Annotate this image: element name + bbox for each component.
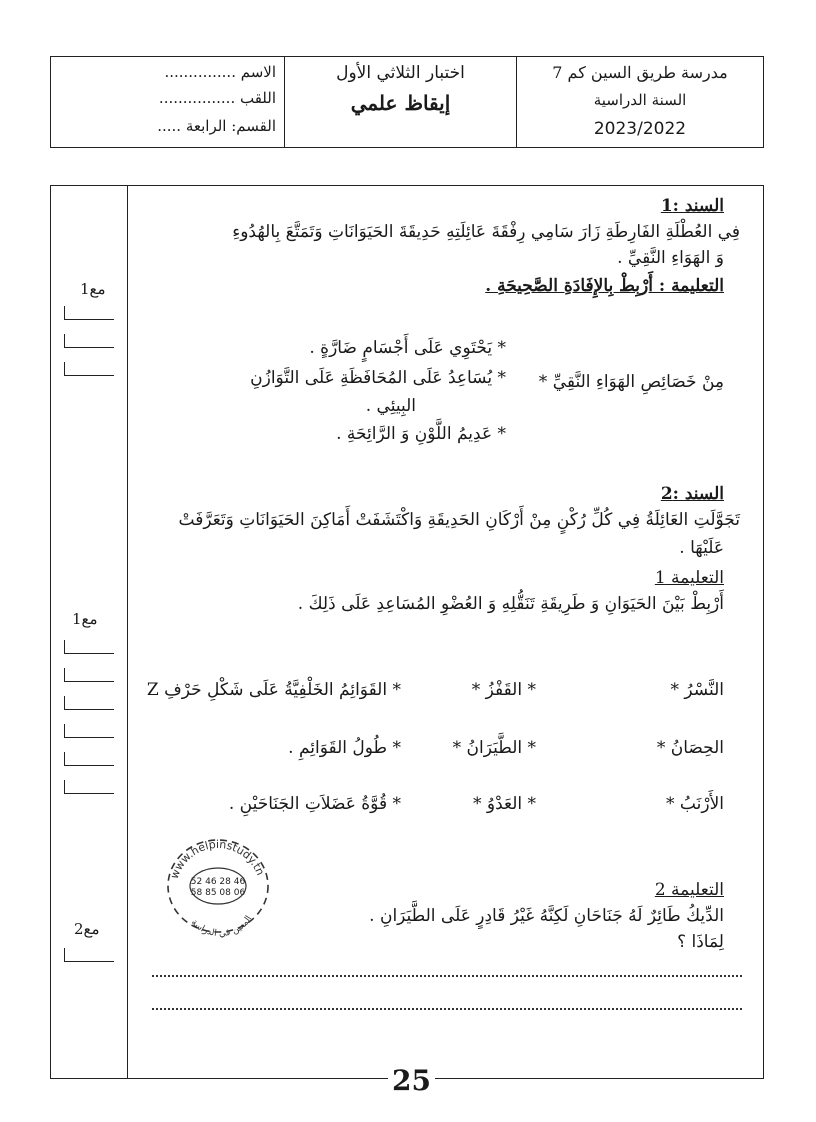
score-column-divider — [127, 185, 128, 1079]
section1-score-label: مع1 — [80, 280, 106, 298]
score-box[interactable] — [64, 752, 114, 766]
exam-title-cell — [285, 57, 517, 147]
score-box[interactable] — [64, 948, 114, 962]
organ-item: * القَوَائِمُ الخَلْفِيَّةُ عَلَى شَكْلِ حَرْفِ Z — [146, 680, 401, 700]
section1-lead-item: مِنْ خَصَائِصِ الهَوَاءِ النَّقِيِّ * — [538, 372, 724, 392]
school-name: مدرسة طريق السين كم 7 — [552, 63, 728, 82]
surname-field: اللقب ................ — [158, 89, 276, 107]
header-table — [50, 56, 764, 148]
name-field: الاسم ............... — [164, 63, 276, 81]
section2-title: السند :2 — [660, 484, 724, 504]
section1-option: * عَدِيمُ اللَّوْنِ وَ الرَّائِحَةِ . — [336, 424, 506, 444]
score-box[interactable] — [64, 306, 114, 320]
stamp-caption: المعين في الدراسة — [188, 914, 255, 938]
exam-title: اختبار الثلاثي الأول — [336, 63, 465, 83]
section1-option: * يَحْتَوِي عَلَى أَجْسَامٍ ضَارَّةٍ . — [309, 338, 506, 358]
score-box[interactable] — [64, 334, 114, 348]
movement-item: * الطَّيَرَانُ * — [452, 738, 536, 758]
school-year: 2023/2022 — [593, 119, 687, 139]
section2-text-line2: عَلَيْهَا . — [679, 538, 724, 558]
animal-item: النَّسْرُ * — [670, 680, 724, 700]
helpinstudy-stamp — [160, 828, 276, 938]
instruction2-title: التعليمة 2 — [654, 880, 724, 900]
organ-item: * طُولُ القَوَائِمِ . — [288, 738, 401, 758]
exam-frame — [50, 185, 764, 1079]
student-info-cell — [51, 57, 285, 147]
class-field: القسم: الرابعة ..... — [157, 117, 276, 135]
section2-score-label: مع1 — [72, 610, 98, 628]
instruction1-title: التعليمة 1 — [654, 568, 724, 588]
animal-item: الأَرْنَبُ * — [666, 794, 724, 814]
instruction1-text: أَرْبِطْ بَيْنَ الحَيَوَانِ وَ طَرِيقَةِ تَنَقُّلِهِ وَ العُضْوِ المُسَاعِدِ عَلَى ذَلِكَ . — [297, 594, 724, 614]
section1-option-continued: البِيئِي . — [365, 396, 416, 416]
stamp-graphic — [160, 828, 276, 938]
section1-title: السند :1 — [660, 196, 724, 216]
svg-text:www.helpinstudy.tn — [168, 838, 267, 881]
svg-text:المعين في الدراسة — [189, 914, 255, 938]
stamp-url: www.helpinstudy.tn — [167, 837, 267, 881]
score-box[interactable] — [64, 780, 114, 794]
section1-text-line2: وَ الهَوَاءِ النَّقِيِّ . — [617, 248, 724, 268]
organ-item: * قُوَّةُ عَضَلاَتِ الجَنَاحَيْنِ . — [228, 794, 401, 814]
movement-item: * العَدْوُ * — [472, 794, 536, 814]
score-box[interactable] — [64, 640, 114, 654]
page-number: 25 — [388, 1064, 435, 1097]
section1-option: * يُسَاعِدُ عَلَى المُحَافَظَةِ عَلَى التَّوَازُنِ — [250, 368, 506, 388]
section1-instruction: التعليمة : أَرْبِطْ بِالإِفَادَةِ الصَّحِيحَةِ . — [485, 276, 724, 296]
section2-text-line1: تَجَوَّلَتِ العَائِلَةُ فِي كُلِّ رُكْنٍ مِنْ أَرْكَانِ الحَدِيقَةِ وَاكْتَشَفَتْ أَمَاكِنَ الحَيَوَانَاتِ وَتَعَرَّفَتْ — [178, 510, 740, 530]
stamp-phone1: 52 46 28 46 — [190, 877, 246, 887]
stamp-phone2: 58 85 08 06 — [190, 888, 246, 898]
answer-line[interactable] — [152, 1008, 742, 1010]
score-box[interactable] — [64, 724, 114, 738]
instruction2-text: الدِّيكُ طَائِرٌ لَهُ جَنَاحَانِ لَكِنَّهُ غَيْرُ قَادِرٍ عَلَى الطَّيَرَانِ . — [369, 906, 724, 926]
section1-text-line1: فِي العُطْلَةِ الفَارِطَةِ زَارَ سَامِي رِفْقَةَ عَائِلَتِهِ حَدِيقَةَ الحَيَوَانَاتِ وَتَمَتَّعَ بِالهُدُوءِ — [232, 222, 740, 242]
movement-item: * القَفْزُ * — [471, 680, 536, 700]
answer-line[interactable] — [152, 975, 742, 977]
school-info-cell — [517, 57, 763, 147]
score-box[interactable] — [64, 696, 114, 710]
score-box[interactable] — [64, 362, 114, 376]
score-box[interactable] — [64, 668, 114, 682]
animal-item: الحِصَانُ * — [656, 738, 724, 758]
question-text: لِمَاذَا ؟ — [677, 932, 724, 952]
instruction2-score-label: مع2 — [74, 920, 100, 938]
school-year-label: السنة الدراسية — [593, 91, 687, 109]
subject-title: إيقاظ علمي — [350, 91, 451, 115]
